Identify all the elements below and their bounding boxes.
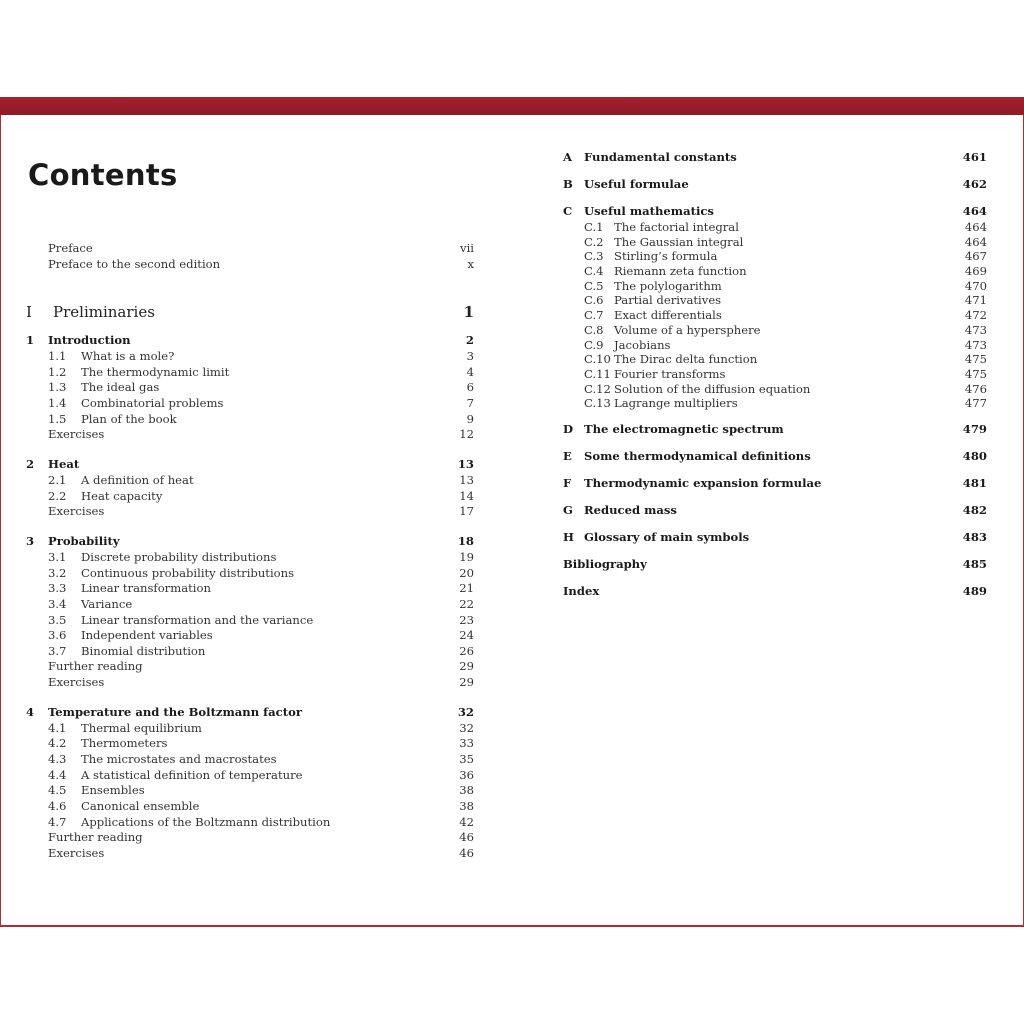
entry-number: C.5: [584, 278, 604, 293]
entry-page: 20: [459, 565, 474, 580]
entry-number: 1.4: [48, 396, 67, 411]
entry-page: 23: [459, 612, 474, 627]
entry-title: Heat capacity: [81, 488, 163, 503]
entry-page: 38: [459, 798, 474, 813]
entry-page: 471: [964, 293, 987, 308]
toc-chapter-entry[interactable]: [26, 457, 474, 473]
entry-page: 480: [962, 448, 987, 463]
entry-page: 489: [962, 583, 987, 598]
entry-page: 469: [964, 264, 987, 279]
toc-appendix-entry[interactable]: [563, 204, 987, 220]
toc-appendix-entry[interactable]: [563, 584, 987, 600]
entry-title: Linear transformation and the variance: [81, 612, 314, 627]
entry-title: Further reading: [48, 830, 143, 845]
toc-appendix-section-entry[interactable]: [563, 235, 987, 250]
entry-page: 35: [459, 752, 474, 766]
toc-chapter-entry[interactable]: [26, 333, 474, 349]
entry-title: Jacobians: [614, 337, 671, 352]
entry-number: 4.1: [48, 720, 67, 735]
entry-title: Volume of a hypersphere: [614, 322, 761, 337]
toc-section-entry[interactable]: [26, 581, 474, 597]
toc-section-entry[interactable]: [26, 349, 474, 365]
entry-title: Lagrange multipliers: [614, 396, 738, 411]
entry-title: Plan of the book: [81, 411, 177, 426]
toc-appendix-entry[interactable]: [563, 530, 987, 546]
entry-number: A: [563, 150, 572, 164]
entry-number: 4.2: [48, 736, 67, 751]
entry-title: Solution of the diffusion equation: [614, 381, 811, 396]
entry-title: The Gaussian integral: [614, 234, 744, 249]
entry-title: The Dirac delta function: [614, 352, 758, 367]
entry-page: 2: [465, 333, 474, 348]
entry-page: 475: [964, 366, 987, 381]
entry-number: 3.6: [48, 628, 67, 643]
entry-title: Fourier transforms: [614, 366, 726, 381]
toc-section-entry[interactable]: [26, 815, 474, 831]
entry-title: Temperature and the Boltzmann factor: [48, 704, 302, 719]
toc-section-entry[interactable]: [26, 628, 474, 644]
toc-extra-entry[interactable]: [26, 659, 474, 675]
toc-appendix-section-entry[interactable]: [563, 338, 987, 353]
toc-appendix-section-entry[interactable]: [563, 382, 987, 397]
entry-number: 3.3: [48, 581, 67, 596]
entry-title: The electromagnetic spectrum: [584, 421, 784, 436]
entry-page: 462: [962, 177, 987, 191]
entry-page: 467: [964, 249, 987, 264]
entry-number: 2.2: [48, 488, 67, 503]
entry-number: 3.2: [48, 565, 67, 580]
entry-title: Exercises: [48, 427, 105, 442]
toc-section-entry[interactable]: [26, 613, 474, 629]
entry-page: 485: [962, 556, 987, 571]
entry-number: H: [563, 529, 574, 544]
entry-title: Reduced mass: [584, 502, 677, 517]
entry-title: Exercises: [48, 504, 105, 519]
entry-number: 1.2: [48, 364, 67, 379]
entry-title: Introduction: [48, 333, 131, 348]
entry-title: Probability: [48, 533, 120, 548]
toc-section-entry[interactable]: [26, 783, 474, 799]
toc-section-entry[interactable]: [26, 736, 474, 752]
toc-section-entry[interactable]: [26, 473, 474, 489]
toc-appendix-section-entry[interactable]: [563, 396, 987, 411]
toc-appendix-section-entry[interactable]: [563, 367, 987, 382]
entry-page: 483: [962, 529, 987, 544]
entry-page: 470: [964, 278, 987, 293]
toc-appendix-section-entry[interactable]: [563, 308, 987, 323]
entry-page: 472: [964, 308, 987, 323]
entry-number: C.12: [584, 381, 611, 396]
entry-title: Binomial distribution: [81, 643, 206, 658]
entry-title: Heat: [48, 457, 80, 472]
entry-page: 32: [459, 720, 474, 735]
entry-number: C.2: [584, 234, 604, 249]
entry-title: Glossary of main symbols: [584, 529, 750, 544]
entry-page: 7: [466, 396, 474, 411]
entry-title: A statistical definition of temperature: [81, 767, 303, 782]
entry-title: Applications of the Boltzmann distribution: [81, 814, 331, 829]
entry-page: 38: [459, 783, 474, 798]
entry-number: 4.4: [48, 767, 67, 782]
entry-title: Thermometers: [81, 736, 168, 751]
toc-section-entry[interactable]: [26, 566, 474, 582]
toc-appendix-section-entry[interactable]: [563, 279, 987, 294]
toc-extra-entry[interactable]: [26, 846, 474, 862]
entry-title: Discrete probability distributions: [81, 549, 277, 564]
entry-number: C.3: [584, 249, 604, 264]
entry-title: A definition of heat: [81, 473, 194, 488]
entry-page: 46: [459, 830, 474, 845]
entry-page: 461: [962, 150, 987, 164]
chapter-list: [26, 333, 474, 861]
entry-page: 3: [466, 349, 474, 364]
entry-page: 4: [466, 364, 474, 379]
entry-number: B: [563, 177, 573, 191]
toc-section-entry[interactable]: [26, 597, 474, 613]
entry-number: 3.1: [48, 549, 67, 564]
entry-page: 21: [459, 581, 474, 596]
entry-number: 4: [26, 704, 35, 719]
entry-number: 4.7: [48, 814, 67, 829]
entry-page: 46: [459, 845, 474, 860]
entry-number: 2.1: [48, 473, 67, 488]
entry-page: 22: [459, 596, 474, 611]
toc-section-entry[interactable]: [26, 752, 474, 768]
appendix-list: [563, 150, 987, 600]
toc-appendix-entry[interactable]: [563, 177, 987, 193]
toc-appendix-section-entry[interactable]: [563, 264, 987, 279]
entry-page: 33: [459, 736, 474, 751]
toc-appendix-section-entry[interactable]: [563, 352, 987, 367]
entry-title: Partial derivatives: [614, 293, 722, 308]
toc-section-entry[interactable]: [26, 721, 474, 737]
entry-page: 481: [962, 475, 987, 490]
toc-front-entry[interactable]: [26, 257, 474, 273]
entry-number: 3.5: [48, 612, 67, 627]
entry-title: Stirling’s formula: [614, 249, 718, 264]
toc-section-entry[interactable]: [26, 396, 474, 412]
entry-page: 19: [459, 549, 474, 564]
toc-appendix-entry[interactable]: [563, 422, 987, 438]
toc-appendix-section-entry[interactable]: [563, 220, 987, 235]
entry-page: 464: [964, 220, 987, 234]
toc-appendix-entry[interactable]: [563, 557, 987, 573]
entry-number: C.10: [584, 352, 611, 367]
entry-page: 17: [459, 504, 474, 519]
toc-section-entry[interactable]: [26, 365, 474, 381]
entry-title: The factorial integral: [614, 220, 739, 234]
toc-appendix-entry[interactable]: [563, 503, 987, 519]
entry-title: Thermodynamic expansion formulae: [584, 475, 822, 490]
entry-number: F: [563, 475, 572, 490]
toc-appendix-section-entry[interactable]: [563, 249, 987, 264]
entry-number: 3: [26, 533, 35, 548]
toc-chapter-entry[interactable]: [26, 534, 474, 550]
toc-front-entry[interactable]: [26, 241, 474, 257]
entry-page: 29: [459, 659, 474, 674]
entry-page: 477: [964, 396, 987, 411]
entry-title: Independent variables: [81, 628, 213, 643]
toc-right-column: [563, 150, 987, 611]
entry-page: vii: [460, 241, 474, 255]
entry-page: 464: [962, 204, 987, 218]
entry-number: C.8: [584, 322, 604, 337]
entry-title: Fundamental constants: [584, 150, 737, 164]
part-number: I: [26, 303, 32, 322]
entry-page: 6: [466, 380, 474, 395]
entry-number: 4.3: [48, 752, 67, 766]
entry-title: Riemann zeta function: [614, 264, 747, 279]
entry-title: The thermodynamic limit: [81, 364, 230, 379]
toc-left-column: [26, 241, 474, 861]
entry-page: 42: [459, 814, 474, 829]
entry-number: 1.5: [48, 411, 67, 426]
toc-appendix-entry[interactable]: [563, 150, 987, 166]
entry-title: Thermal equilibrium: [81, 720, 202, 735]
entry-number: 3.4: [48, 596, 67, 611]
entry-title: Continuous probability distributions: [81, 565, 295, 580]
entry-title: Exercises: [48, 675, 105, 690]
toc-section-entry[interactable]: [26, 380, 474, 396]
entry-title: Useful mathematics: [584, 204, 714, 218]
entry-page: 13: [457, 457, 474, 472]
entry-page: 479: [962, 421, 987, 436]
entry-number: E: [563, 448, 572, 463]
entry-page: 482: [962, 502, 987, 517]
toc-appendix-entry[interactable]: [563, 449, 987, 465]
entry-title: Preface: [48, 241, 93, 255]
entry-number: C: [563, 204, 573, 218]
toc-section-entry[interactable]: [26, 799, 474, 815]
toc-extra-entry[interactable]: [26, 830, 474, 846]
entry-title: What is a mole?: [81, 349, 175, 364]
entry-title: Some thermodynamical definitions: [584, 448, 811, 463]
entry-number: 1.1: [48, 349, 67, 364]
entry-title: Exact differentials: [614, 308, 722, 323]
entry-page: 9: [466, 411, 474, 426]
entry-number: C.13: [584, 396, 611, 411]
entry-number: 4.6: [48, 798, 67, 813]
entry-title: The polylogarithm: [614, 278, 722, 293]
entry-page: 13: [459, 473, 474, 488]
entry-number: C.4: [584, 264, 604, 279]
entry-page: 12: [459, 427, 474, 442]
entry-page: 32: [457, 704, 474, 719]
entry-number: 3.7: [48, 643, 67, 658]
toc-extra-entry[interactable]: [26, 427, 474, 443]
entry-page: 464: [964, 234, 987, 249]
entry-page: 475: [964, 352, 987, 367]
toc-section-entry[interactable]: [26, 489, 474, 505]
front-matter: [26, 241, 474, 272]
entry-page: 473: [964, 322, 987, 337]
entry-number: D: [563, 421, 574, 436]
entry-title: Combinatorial problems: [81, 396, 224, 411]
entry-number: G: [563, 502, 573, 517]
entry-title: Variance: [81, 596, 133, 611]
page-title: Contents: [28, 158, 178, 192]
entry-number: 4.5: [48, 783, 67, 798]
entry-number: 2: [26, 457, 35, 472]
toc-appendix-entry[interactable]: [563, 476, 987, 492]
entry-page: 473: [964, 337, 987, 352]
entry-title: Useful formulae: [584, 177, 689, 191]
toc-appendix-section-entry[interactable]: [563, 323, 987, 338]
toc-section-entry[interactable]: [26, 550, 474, 566]
entry-page: x: [467, 256, 474, 271]
toc-extra-entry[interactable]: [26, 675, 474, 691]
entry-number: C.9: [584, 337, 604, 352]
toc-section-entry[interactable]: [26, 412, 474, 428]
entry-page: 18: [457, 533, 474, 548]
entry-title: Linear transformation: [81, 581, 211, 596]
entry-page: 26: [459, 643, 474, 658]
entry-title: The ideal gas: [81, 380, 160, 395]
part-page: 1: [463, 303, 474, 322]
toc-extra-entry[interactable]: [26, 504, 474, 520]
toc-part-entry[interactable]: [26, 303, 474, 329]
entry-page: 14: [459, 488, 474, 503]
toc-appendix-section-entry[interactable]: [563, 293, 987, 308]
entry-page: 36: [459, 767, 474, 782]
entry-title: Further reading: [48, 659, 143, 674]
entry-number: C.11: [584, 366, 611, 381]
entry-title: The microstates and macrostates: [81, 752, 277, 766]
toc-chapter-entry[interactable]: [26, 705, 474, 721]
toc-section-entry[interactable]: [26, 644, 474, 660]
entry-title: Index: [563, 583, 600, 598]
entry-title: Canonical ensemble: [81, 798, 200, 813]
entry-page: 476: [964, 381, 987, 396]
toc-section-entry[interactable]: [26, 768, 474, 784]
entry-title: Preface to the second edition: [48, 256, 221, 271]
top-color-band: [0, 97, 1024, 115]
entry-number: 1.3: [48, 380, 67, 395]
entry-page: 29: [459, 675, 474, 690]
entry-title: Bibliography: [563, 556, 647, 571]
entry-number: C.6: [584, 293, 604, 308]
part-title: Preliminaries: [53, 303, 155, 322]
entry-title: Ensembles: [81, 783, 145, 798]
entry-number: 1: [26, 333, 35, 348]
entry-title: Exercises: [48, 845, 105, 860]
entry-number: C.7: [584, 308, 604, 323]
entry-page: 24: [459, 628, 474, 643]
entry-number: C.1: [584, 220, 604, 234]
